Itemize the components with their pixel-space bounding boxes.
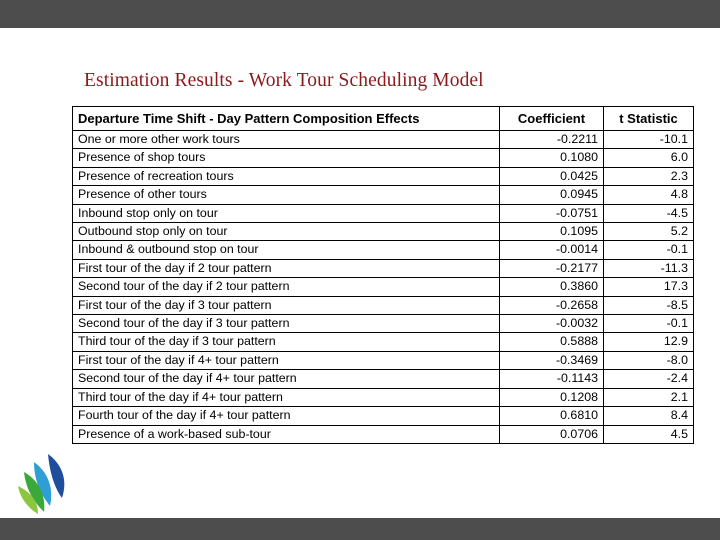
cell-coefficient: -0.3469 xyxy=(500,351,604,369)
cell-label: One or more other work tours xyxy=(73,131,500,149)
cell-t-statistic: 8.4 xyxy=(604,407,694,425)
column-header-label: Departure Time Shift - Day Pattern Composition Effects xyxy=(73,107,500,131)
table-row xyxy=(73,296,694,314)
table-body xyxy=(73,131,694,444)
cell-label: Presence of a work-based sub-tour xyxy=(73,425,500,443)
cell-label: Third tour of the day if 4+ tour pattern xyxy=(73,388,500,406)
table-row xyxy=(73,186,694,204)
cell-label: Inbound stop only on tour xyxy=(73,204,500,222)
cell-label: Outbound stop only on tour xyxy=(73,223,500,241)
table-header-row xyxy=(73,107,694,131)
cell-coefficient: -0.1143 xyxy=(500,370,604,388)
table-row xyxy=(73,259,694,277)
leaf-logo xyxy=(18,452,76,514)
cell-label: Presence of other tours xyxy=(73,186,500,204)
cell-label: First tour of the day if 4+ tour pattern xyxy=(73,351,500,369)
table-row xyxy=(73,315,694,333)
cell-label: First tour of the day if 2 tour pattern xyxy=(73,259,500,277)
cell-coefficient: -0.0032 xyxy=(500,315,604,333)
table-row xyxy=(73,223,694,241)
cell-t-statistic: -10.1 xyxy=(604,131,694,149)
cell-label: Second tour of the day if 2 tour pattern xyxy=(73,278,500,296)
table-row xyxy=(73,241,694,259)
cell-coefficient: 0.1095 xyxy=(500,223,604,241)
table-row xyxy=(73,351,694,369)
cell-label: Third tour of the day if 3 tour pattern xyxy=(73,333,500,351)
cell-coefficient: -0.2211 xyxy=(500,131,604,149)
cell-coefficient: -0.2177 xyxy=(500,259,604,277)
top-banner-bar xyxy=(0,0,720,28)
cell-t-statistic: 5.2 xyxy=(604,223,694,241)
table-row xyxy=(73,278,694,296)
cell-label: Second tour of the day if 3 tour pattern xyxy=(73,315,500,333)
table-row xyxy=(73,204,694,222)
table-row xyxy=(73,149,694,167)
cell-label: Presence of recreation tours xyxy=(73,167,500,185)
cell-t-statistic: -2.4 xyxy=(604,370,694,388)
cell-t-statistic: 4.8 xyxy=(604,186,694,204)
cell-t-statistic: -8.0 xyxy=(604,351,694,369)
cell-coefficient: 0.0945 xyxy=(500,186,604,204)
cell-t-statistic: -4.5 xyxy=(604,204,694,222)
cell-coefficient: 0.1080 xyxy=(500,149,604,167)
cell-coefficient: -0.0014 xyxy=(500,241,604,259)
cell-t-statistic: -0.1 xyxy=(604,315,694,333)
cell-t-statistic: -0.1 xyxy=(604,241,694,259)
column-header-t-statistic: t Statistic xyxy=(604,107,694,131)
table-row xyxy=(73,407,694,425)
cell-t-statistic: 2.3 xyxy=(604,167,694,185)
results-table-container xyxy=(72,106,688,444)
cell-t-statistic: 17.3 xyxy=(604,278,694,296)
cell-coefficient: 0.6810 xyxy=(500,407,604,425)
cell-label: Second tour of the day if 4+ tour pattern xyxy=(73,370,500,388)
table-row xyxy=(73,333,694,351)
bottom-banner-bar xyxy=(0,518,720,540)
cell-label: Inbound & outbound stop on tour xyxy=(73,241,500,259)
cell-t-statistic: 6.0 xyxy=(604,149,694,167)
cell-t-statistic: 12.9 xyxy=(604,333,694,351)
table-header xyxy=(73,107,694,131)
table-row xyxy=(73,370,694,388)
cell-coefficient: 0.3860 xyxy=(500,278,604,296)
cell-label: First tour of the day if 3 tour pattern xyxy=(73,296,500,314)
cell-label: Presence of shop tours xyxy=(73,149,500,167)
cell-coefficient: 0.0706 xyxy=(500,425,604,443)
cell-coefficient: 0.0425 xyxy=(500,167,604,185)
cell-coefficient: 0.5888 xyxy=(500,333,604,351)
table-row xyxy=(73,167,694,185)
estimation-results-table xyxy=(72,106,694,444)
cell-coefficient: -0.2658 xyxy=(500,296,604,314)
table-row xyxy=(73,388,694,406)
page-title: Estimation Results - Work Tour Scheduling Model xyxy=(84,70,484,91)
cell-t-statistic: -8.5 xyxy=(604,296,694,314)
cell-label: Fourth tour of the day if 4+ tour pattern xyxy=(73,407,500,425)
cell-t-statistic: -11.3 xyxy=(604,259,694,277)
table-row xyxy=(73,425,694,443)
table-row xyxy=(73,131,694,149)
cell-t-statistic: 4.5 xyxy=(604,425,694,443)
cell-coefficient: -0.0751 xyxy=(500,204,604,222)
column-header-coefficient: Coefficient xyxy=(500,107,604,131)
cell-t-statistic: 2.1 xyxy=(604,388,694,406)
cell-coefficient: 0.1208 xyxy=(500,388,604,406)
